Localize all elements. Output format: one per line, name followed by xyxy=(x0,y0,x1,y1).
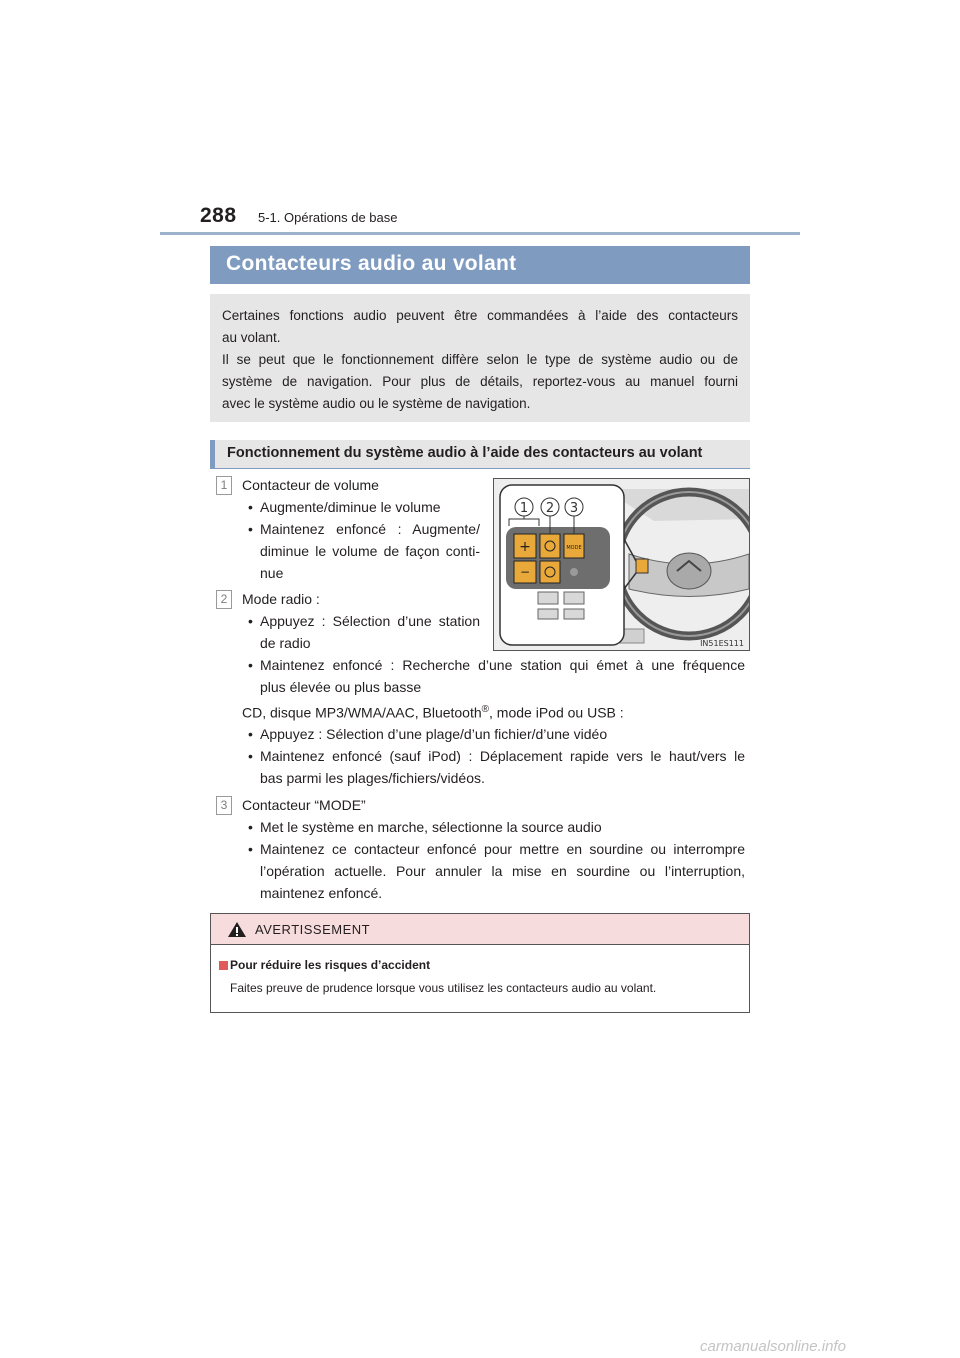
item-3-bullet-1: Met le système en marche, sélectionne la source audio xyxy=(260,819,602,835)
page-number: 288 xyxy=(200,204,237,227)
item-2-bullet-4: Maintenez enfoncé (sauf iPod) : Déplacement rapide vers le haut/vers le xyxy=(260,748,745,764)
media-heading-post: , mode iPod ou USB : xyxy=(489,704,624,721)
item-2-bullet-1: Appuyez : Sélection d’une station xyxy=(260,613,480,629)
item-2-title: Mode radio : xyxy=(242,591,320,607)
warning-square-icon xyxy=(219,961,228,970)
intro-line: au volant. xyxy=(222,330,281,345)
subheading: Fonctionnement du système audio à l’aide des contacteurs au volant xyxy=(227,445,703,461)
item-2-bullet-2-cont: plus élevée ou plus basse xyxy=(260,679,422,695)
watermark: carmanualsonline.info xyxy=(700,1338,846,1355)
bullet: • xyxy=(248,841,253,857)
item-2-bullet-3: Appuyez : Sélection d’une plage/d’un fichier/d’une vidéo xyxy=(260,726,608,742)
intro-line: Il se peut que le fonctionnement diffère selon le type de système audio ou de xyxy=(222,352,738,367)
warning-header xyxy=(211,914,749,945)
bullet: • xyxy=(248,521,253,537)
bullet: • xyxy=(248,657,253,673)
item-2-bullet-1-cont: de radio xyxy=(260,635,311,651)
warning-triangle-icon xyxy=(227,921,247,938)
steering-wheel-diagram xyxy=(494,479,749,650)
intro-box xyxy=(210,294,750,422)
warning-subtitle: Pour réduire les risques d’accident xyxy=(230,958,431,972)
bullet: • xyxy=(248,613,253,629)
item-number-1: 1 xyxy=(216,476,232,495)
item-1-bullet-2: Maintenez enfoncé : Augmente/ xyxy=(260,521,480,537)
intro-line: avec le système audio ou le système de navigation. xyxy=(222,396,531,411)
bullet: • xyxy=(248,748,253,764)
page-title: Contacteurs audio au volant xyxy=(226,252,517,275)
media-heading-pre: CD, disque MP3/WMA/AAC, Bluetooth xyxy=(242,704,482,721)
bullet: • xyxy=(248,726,253,742)
callout-1: 1 xyxy=(519,501,529,516)
item-1-bullet-2-cont: diminue le volume de façon conti- xyxy=(260,543,480,559)
callout-3: 3 xyxy=(569,501,579,516)
intro-line: Certaines fonctions audio peuvent être commandées à l’aide des contacteurs xyxy=(222,308,738,323)
mode-button-label: MODE xyxy=(566,545,582,551)
svg-text:−: − xyxy=(519,565,531,579)
item-2-media-heading xyxy=(242,704,624,721)
item-1-title: Contacteur de volume xyxy=(242,477,379,493)
item-3-bullet-2-cont: maintenez enfoncé. xyxy=(260,885,383,901)
figure-code: IN51ES111 xyxy=(700,639,744,648)
item-2-bullet-2: Maintenez enfoncé : Recherche d’une station qui émet à une fréquence xyxy=(260,657,745,673)
warning-body: Faites preuve de prudence lorsque vous utilisez les contacteurs audio au volant. xyxy=(230,981,657,995)
title-bar xyxy=(210,246,750,284)
subheading-rule xyxy=(210,468,750,469)
item-3-bullet-2-cont: l’opération actuelle. Pour annuler la mise en sourdine ou l’interruption, xyxy=(260,863,745,879)
svg-text:+: + xyxy=(519,539,531,555)
steering-wheel-illustration xyxy=(493,478,750,651)
bullet: • xyxy=(248,499,253,515)
bullet: • xyxy=(248,819,253,835)
callout-2: 2 xyxy=(545,501,555,516)
intro-line: système de navigation. Pour plus de détails, reportez-vous au manuel fourni xyxy=(222,374,738,389)
registered-mark: ® xyxy=(481,704,490,715)
item-1-bullet-1: Augmente/diminue le volume xyxy=(260,499,441,515)
subheading-bar xyxy=(210,440,750,468)
item-3-bullet-2: Maintenez ce contacteur enfoncé pour mettre en sourdine ou interrompre xyxy=(260,841,745,857)
header-rule xyxy=(160,232,800,235)
item-1-bullet-2-cont: nue xyxy=(260,565,284,581)
warning-box xyxy=(210,913,750,1013)
warning-title: AVERTISSEMENT xyxy=(255,922,371,937)
item-2-bullet-4-cont: bas parmi les plages/fichiers/vidéos. xyxy=(260,770,485,786)
item-number-3: 3 xyxy=(216,796,232,815)
section-reference: 5-1. Opérations de base xyxy=(258,210,398,225)
item-number-2: 2 xyxy=(216,590,232,609)
item-3-title: Contacteur “MODE” xyxy=(242,797,366,813)
